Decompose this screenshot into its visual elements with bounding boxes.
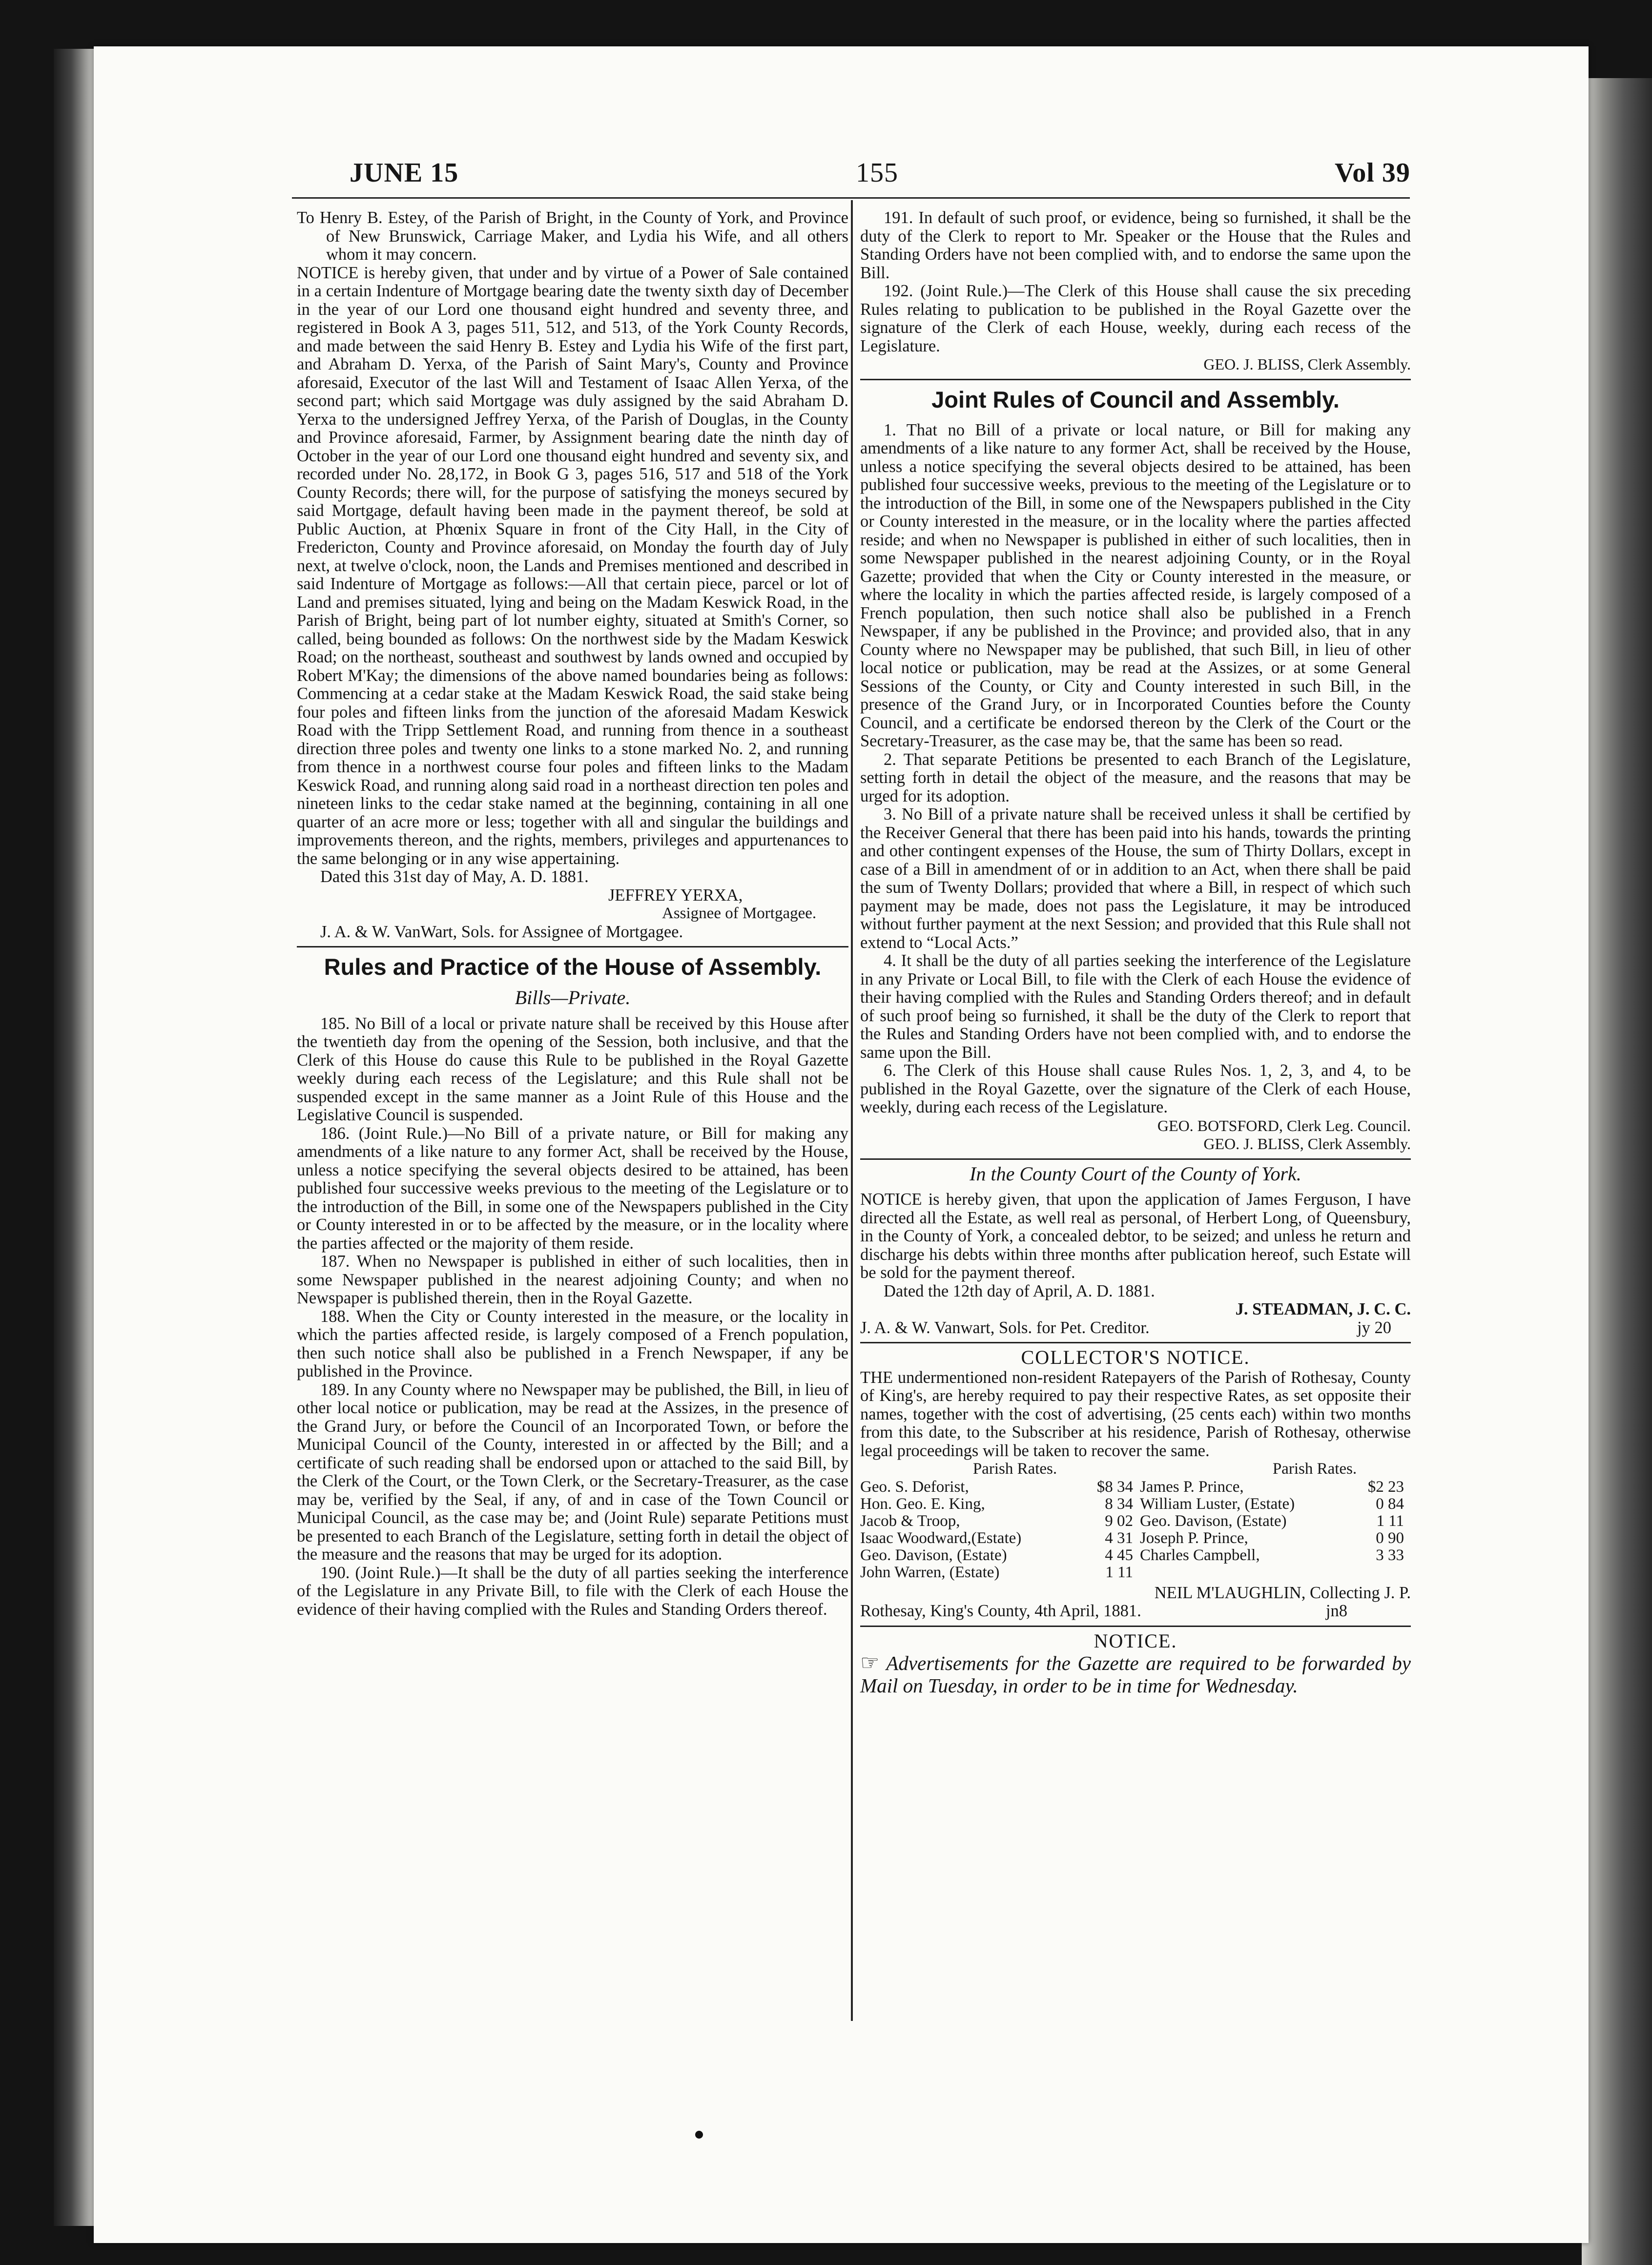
rate-amount: 0 84 [1376,1495,1404,1513]
rate-payer-name: Geo. S. Deforist, [860,1478,969,1496]
court-solicitors: J. A. & W. Vanwart, Sols. for Pet. Creditor. [860,1318,1150,1337]
rate-amount: 4 45 [1105,1546,1133,1564]
joint-rule-4: 4. It shall be the duty of all parties seeking the interference of the Legislature in any Private or Local Bill, to file with the Clerk of each House the evidence of their having complied with the Rules and Standing Orders thereof; and in default of such proof being so furnished, it shall be the duty of the Clerk to report that the Rules and Standing Orders have not been complied with, and to endorse the same upon the Bill. [860,951,1411,1062]
rule-191: 191. In default of such proof, or evidence, being so furnished, it shall be the duty of the Clerk to report to Mr. Speaker or the House that the Rules and Standing Orders have not been complied with, and to endorse the same upon the Bill. [860,208,1411,282]
court-code: jy 20 [1357,1318,1391,1337]
rates-header-left: Parish Rates. [972,1460,1057,1478]
rate-amount: 1 11 [1376,1512,1404,1530]
mortgage-solicitors: J. A. & W. VanWart, Sols. for Assignee of Mortgagee. [320,922,683,941]
joint-signature-botsford: GEO. BOTSFORD, Clerk Leg. Council. [1157,1116,1411,1134]
column-rule [851,200,853,2021]
rate-amount: 8 34 [1105,1495,1133,1513]
volume-number: Vol 39 [1335,158,1410,188]
pointing-hand-icon: ☞ [860,1651,880,1675]
rate-payer-name: Geo. Davison, (Estate) [1139,1512,1287,1530]
ink-dot [695,2131,703,2139]
notice-title: NOTICE. [1094,1629,1177,1652]
rate-amount: 3 33 [1376,1546,1404,1564]
rate-payer-name: Isaac Woodward,(Estate) [860,1529,1022,1547]
rate-payer-name: Geo. Davison, (Estate) [860,1546,1007,1564]
rule-192-signature: GEO. J. BLISS, Clerk Assembly. [1203,355,1411,373]
rates-row [860,1530,1411,1547]
rule-188: 188. When the City or County interested in the measure, or the locality in which the parties affected reside, is largely composed of a French population, then such notice shall also be published in a French Newspaper, if any be published in the Province. [297,1307,848,1380]
court-title: In the County Court of the County of York. [970,1162,1301,1185]
rates-row [860,1479,1411,1496]
rate-payer-name: Joseph P. Prince, [1139,1529,1248,1547]
notice-body: Advertisements for the Gazette are required to be forwarded by Mail on Tuesday, in order to be in time for Wednesday. [860,1652,1411,1697]
rate-amount [1352,1564,1411,1581]
mortgage-signer-role: Assignee of Mortgagee. [662,905,817,922]
joint-rule-2: 2. That separate Petitions be presented to each Branch of the Legislature, setting forth in detail the object of the measure, and the reasons that may be urged for its adoption. [860,750,1411,805]
section-rule [297,946,848,947]
collector-title: COLLECTOR'S NOTICE. [1021,1346,1250,1368]
page-edge-left [54,49,98,2226]
rate-payer-name: John Warren, (Estate) [860,1563,1000,1581]
joint-rule-3: 3. No Bill of a private nature shall be received unless it shall be certified by the Receiver General that there has been paid into his hands, towards the printing and other contingent expenses of the House, the sum of Thirty Dollars, except in case of a Bill in amendment of or in addition to an Act, when there shall be paid the sum of Twenty Dollars; provided that where a Bill, in respect of which such payment may be made, does not pass the Legislature, it may be introduced without further payment at the next Session; and provided that this Rule shall not extend to “Local Acts.” [860,805,1411,952]
section-rule [860,379,1411,380]
section-rule [860,1626,1411,1627]
notice-body-line [860,1652,1411,1697]
collector-signer: NEIL M'LAUGHLIN, Collecting J. P. [1154,1583,1411,1602]
rule-190: 190. (Joint Rule.)—It shall be the duty of all parties seeking the interference of the Legislature in any Private Bill, to file with the Clerk of each House the evidence of their having complied with the Rules and Standing Orders thereof. [297,1563,848,1619]
rate-amount: 1 11 [1105,1563,1133,1581]
section-rule [860,1158,1411,1160]
court-solicitors-line [860,1319,1411,1338]
rates-row [860,1547,1411,1564]
rates-row [860,1496,1411,1513]
rate-payer-name: Hon. Geo. E. King, [860,1495,985,1513]
right-column [860,209,1411,1697]
joint-signature-bliss: GEO. J. BLISS, Clerk Assembly. [1203,1135,1411,1153]
joint-rule-1: 1. That no Bill of a private or local nature, or Bill for making any amendments of a like nature to any former Act, shall be received by the House, unless a notice specifying the several objects desired to be attained, has been published four successive weeks, previous to the meeting of the Legislature or to the introduction of the Bill, in some one of the Newspapers published in the City or County interested in the measure, or in the locality where the parties affected reside; and when no Newspaper is published in either of such localities, then in some Newspaper published in the nearest adjoining County, or in the Royal Gazette; provided that when the City or County interested in the measure, or where the locality in which the parties affected reside, is largely composed of a French population, then such notice shall also be published in a French Newspaper, if any be published in the Province; and provided also, that in any County where no Newspaper may be published, that such Bill, in lieu of other local notice or publication, may be read at the Assizes, or at some General Sessions of the County, or City and County interested in such Bill, in the presence of the Grand Jury, or in Incorporated Counties before the County Council, and a certificate be endorsed thereon by the Clerk of the Court or the Secretary-Treasurer, as the case may be, that the same has been so read. [860,420,1411,750]
rate-payer-name: Jacob & Troop, [860,1512,960,1530]
rate-payer-name: Charles Campbell, [1139,1546,1260,1564]
collector-code: jn8 [1325,1602,1347,1620]
collector-place-line [860,1602,1411,1621]
rate-amount: 4 31 [1105,1529,1133,1547]
header-rule [292,197,1410,199]
rate-payer-name: William Luster, (Estate) [1139,1495,1295,1513]
collector-notice-body: THE undermentioned non-resident Ratepayers of the Parish of Rothesay, County of King's, are hereby required to pay their respective Rates, as set opposite their names, together with the cost of advertising, (25 cents each) within two months from this date, to the Subscriber at his residence, Parish of Rothesay, otherwise legal proceedings will be taken to recover the same. [860,1368,1411,1460]
court-signer: J. STEADMAN, J. C. C. [1235,1300,1411,1318]
rate-amount: $8 34 [1096,1478,1133,1496]
rule-189: 189. In any County where no Newspaper may be published, the Bill, in lieu of other local notice or publication, may be read at the Assizes, in the presence of the Grand Jury, or before the Council of an Incorporated Town, or before the Municipal Council of the County, interested in or affected by the Bill; and a certificate of such reading shall be endorsed upon or attached to the said Bill, by the Clerk of the Court, or the Town Clerk, or the Secretary-Treasurer, as the case may be, verified by the Seal, if any, of and in case of the Town Council or Municipal Council, as the case may be; and (Joint Rule) separate Petitions must be presented to each Branch of the Legislature, setting forth in detail the object of the measure and the reasons that may be urged for its adoption. [297,1380,848,1564]
rates-header [860,1460,1411,1479]
rates-table [860,1479,1411,1581]
rates-header-right: Parish Rates. [1272,1460,1357,1478]
mortgage-notice-body: NOTICE is hereby given, that under and by virtue of a Power of Sale contained in a certain Indenture of Mortgage bearing date the twenty sixth day of December in the year of our Lord one thousand eight hundred and seventy three, and registered in Book A 3, pages 511, 512, and 513, of the York County Records, and made between the said Henry B. Estey and Lydia his Wife of the first part, and Abraham D. Yerxa, of the Parish of Saint Mary's, County and Province aforesaid, Executor of the last Will and Testament of Isaac Allen Yerxa, of the second part; which said Mortgage was duly assigned by the said Abraham D. Yerxa to the undersigned Jeffrey Yerxa, of the Parish of Douglas, in the County and Province aforesaid, Farmer, by Assignment bearing date the ninth day of October in the year of our Lord one thousand eight hundred and seventy six, and recorded under No. 28,172, in Book G 3, pages 516, 517 and 518 of the York County Records; there will, for the purpose of satisfying the moneys secured by said Mortgage, default having been made in the payment thereof, be sold at Public Auction, at Phœnix Square in front of the City Hall, in the City of Fredericton, County and Province aforesaid, on Monday the fourth day of July next, at twelve o'clock, noon, the Lands and Premises mentioned and described in said Indenture of Mortgage as follows:—All that certain piece, parcel or lot of Land and premises situated, lying and being on the Madam Keswick Road, in the Parish of Bright, being part of lot number eighty, situated at Smith's Corner, so called, being bounded as follows: On the northwest side by the Madam Keswick Road; on the northeast, southeast and southwest by lands owned and occupied by Robert M'Kay; the dimensions of the above named boundaries being as follows: Commencing at a cedar stake at the Madam Keswick Road, the said stake being four poles and fifteen links from the junction of the aforesaid Madam Keswick Road with the Tripp Settlement Road, and running from thence in a southeast direction three poles and twenty one links to a stone marked No. 2, and running from thence in a northwest course four poles and fifteen links to the Madam Keswick Road, and running along said road in a northeast direction ten poles and nineteen links to the cedar stake named at the beginning, containing in all one quarter of an acre more or less; together with all and singular the buildings and improvements thereon, and the rights, members, privileges and appurtenances to the same belonging or in any wise appertaining. [297,263,848,868]
court-notice-body: NOTICE is hereby given, that upon the application of James Ferguson, I have directed all the Estate, as well real as personal, of Herbert Long, of Queensbury, in the County of York, a concealed debtor, to be seized; and unless he return and discharge his debts within three months after publication hereof, such Estate will be sold for the payment thereof. [860,1190,1411,1282]
rule-192: 192. (Joint Rule.)—The Clerk of this House shall cause the six preceding Rules relating to publication to be published in the Royal Gazette over the signature of the Clerk of each House, weekly, during each recess of the Legislature. [860,282,1411,355]
rate-amount: 9 02 [1105,1512,1133,1530]
mortgage-dated: Dated this 31st day of May, A. D. 1881. [320,867,589,886]
rules-house-subtitle: Bills—Private. [515,987,631,1009]
rules-house-title: Rules and Practice of the House of Assembly. [324,954,822,980]
page-edge-right [1582,78,1652,2265]
section-rule [860,1342,1411,1343]
rate-payer-name [1140,1564,1352,1581]
court-dated: Dated the 12th day of April, A. D. 1881. [884,1281,1155,1300]
mortgage-signer: JEFFREY YERXA, [608,885,743,905]
header-date: JUNE 15 [350,158,459,188]
left-column [297,209,848,1619]
page-number: 155 [856,158,898,188]
rate-amount: 0 90 [1376,1529,1404,1547]
rule-187: 187. When no Newspaper is published in either of such localities, then in some Newspaper published in the nearest adjoining County; and when no Newspaper is published therein, then in the Royal Gazette. [297,1252,848,1307]
rate-payer-name: James P. Prince, [1139,1478,1244,1496]
mortgage-address: To Henry B. Estey, of the Parish of Bright, in the County of York, and Province of New Brunswick, Carriage Maker, and Lydia his Wife, and all others whom it may concern. [297,208,848,264]
joint-rules-title: Joint Rules of Council and Assembly. [931,386,1340,412]
rate-amount: $2 23 [1367,1478,1404,1496]
joint-rule-6: 6. The Clerk of this House shall cause Rules Nos. 1, 2, 3, and 4, to be published in the Royal Gazette, over the signature of the Clerk of each House, weekly, during each recess of the Legislature. [860,1061,1411,1116]
rule-186: 186. (Joint Rule.)—No Bill of a private nature, or Bill for making any amendments of a like nature to any former Act, shall be received by the House, unless a notice specifying the several objects desired to be attained, has been published four successive weeks previous to the meeting of the Legislature or to the introduction of the Bill, in some one of the Newspapers published in the City or County interested in or to be affected by the measure, or in the locality where the parties affected or the majority of them reside. [297,1124,848,1253]
rates-row [860,1513,1411,1530]
rule-185: 185. No Bill of a local or private nature shall be received by this House after the twentieth day from the opening of the Session, both inclusive, and that the Clerk of this House do cause this Rule to be published in the Royal Gazette weekly during each recess of the Legislature; and this Rule shall not be suspended except in the same manner as a Joint Rule of this House and the Legislative Council is suspended. [297,1014,848,1124]
rates-row [860,1564,1411,1581]
collector-place: Rothesay, King's County, 4th April, 1881. [860,1602,1141,1620]
